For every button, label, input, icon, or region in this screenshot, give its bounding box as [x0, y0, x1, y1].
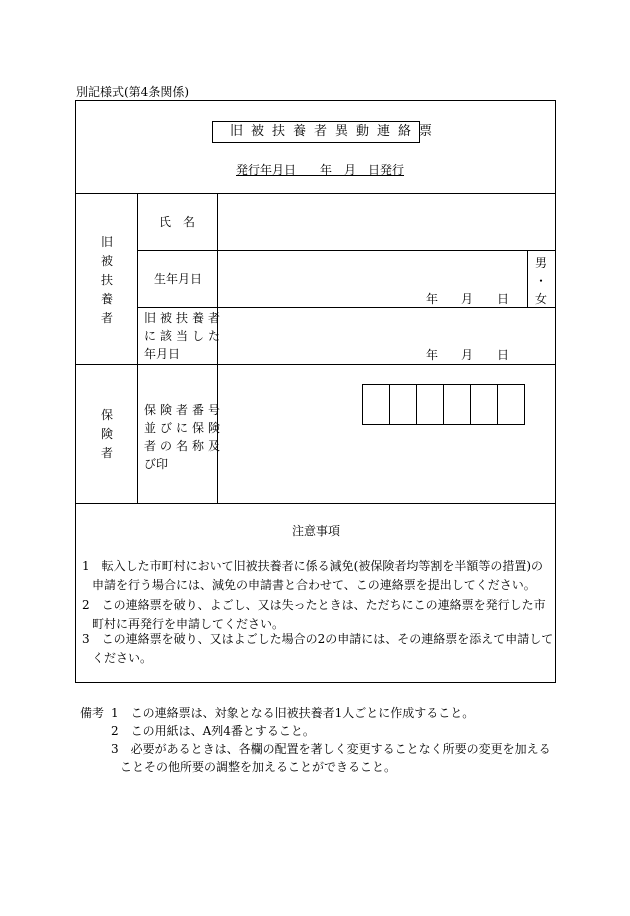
remark-item-1: 1 この連絡票は、対象となる旧被扶養者1人ごとに作成すること。 — [111, 706, 475, 720]
divider-insurer-bottom — [75, 503, 556, 504]
insurer-label-line4: び印 — [144, 457, 169, 471]
divider-section-col — [137, 193, 138, 503]
note-line-2: 申請を行う場合には、減免の申請書と合わせて、この連絡票を提出してください。 — [92, 578, 536, 592]
note-line-3: 2 この連絡票を破り、よごし、又は失ったときは、ただちにこの連絡票を発行した市 — [82, 598, 546, 612]
remarks-label: 備考 — [80, 706, 105, 720]
insurer-label-line2: 並びに保険 — [144, 421, 225, 435]
applicable-label-line3: 年月日 — [144, 347, 181, 361]
section-insurer-text: 保険者 — [100, 408, 113, 460]
sex-female[interactable]: 女 — [535, 292, 548, 306]
note-line-6: ください。 — [92, 651, 153, 665]
section-dependent-label — [100, 233, 114, 328]
name-label: 氏 名 — [159, 215, 196, 229]
note-line-1: 1 転入した市町村において旧被扶養者に係る減免(被保険者均等割を半額等の措置)の — [82, 559, 544, 573]
note-line-5: 3 この連絡票を破り、又はよごした場合の2の申請には、その連絡票を添えて申請して — [82, 632, 554, 646]
applicable-day-unit: 日 — [497, 348, 510, 362]
insurer-number-digit-4[interactable] — [443, 384, 471, 425]
form-label: 別記様式(第4条関係) — [76, 85, 189, 99]
divider-dependent-bottom — [75, 364, 556, 365]
divider-sex-col — [527, 250, 528, 307]
birth-day-unit: 日 — [497, 292, 510, 306]
birthdate-label: 生年月日 — [154, 272, 203, 286]
insurer-number-digit-5[interactable] — [470, 384, 498, 425]
remark-item-2: 2 この用紙は、A列4番とすること。 — [111, 724, 315, 738]
section-insurer-label — [100, 406, 114, 463]
form-title: 旧被扶養者異動連絡票 — [230, 124, 441, 139]
applicable-month-unit: 月 — [461, 348, 474, 362]
remark-item-3: 3 必要があるときは、各欄の配置を著しく変更することなく所要の変更を加える — [111, 742, 551, 756]
section-dependent-text: 旧被扶養者 — [100, 235, 113, 325]
issue-date: 発行年月日 年 月 日発行 — [236, 163, 405, 177]
name-field[interactable] — [218, 194, 555, 250]
insurer-label-line1: 保険者番号 — [144, 403, 225, 417]
insurer-label-line3: 者の名称及 — [144, 439, 225, 453]
notes-heading: 注意事項 — [292, 524, 341, 538]
insurer-number-digit-3[interactable] — [416, 384, 444, 425]
note-line-4: 町村に再発行を申請してください。 — [92, 617, 285, 631]
applicable-label-line1: 旧被扶養者 — [144, 311, 225, 325]
insurer-number-digit-2[interactable] — [389, 384, 417, 425]
applicable-year-unit: 年 — [426, 348, 439, 362]
sex-male[interactable]: 男 — [535, 256, 548, 270]
birth-month-unit: 月 — [461, 292, 474, 306]
birthdate-field[interactable] — [218, 251, 527, 307]
insurer-number-digit-6[interactable] — [497, 384, 525, 425]
sex-separator: ・ — [535, 274, 548, 288]
birth-year-unit: 年 — [426, 292, 439, 306]
remark-item-3-cont: ことその他所要の調整を加えることができること。 — [120, 760, 397, 774]
applicable-label-line2: に該当した — [144, 329, 225, 343]
insurer-number-digit-1[interactable] — [362, 384, 390, 425]
